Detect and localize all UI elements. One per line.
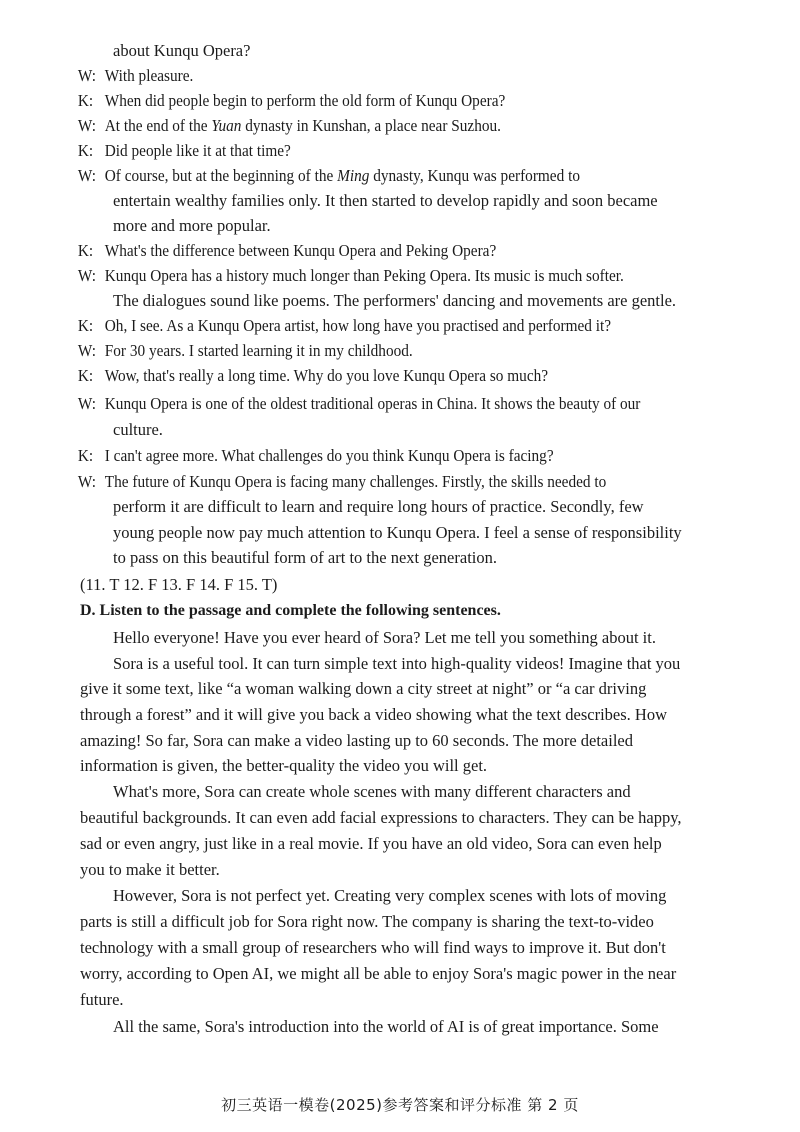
speaker-label: W: [77, 266, 96, 285]
passage-line: However, Sora is not perfect yet. Creating very complex scenes with lots of moving [113, 886, 667, 905]
dialogue-text: Oh, I see. As a Kunqu Opera artist, how long have you practised and performed it? [104, 316, 612, 335]
dialogue-line [113, 523, 682, 543]
dialogue-line [113, 548, 497, 568]
dialogue-text: I can't agree more. What challenges do you think Kunqu Opera is facing? [104, 446, 554, 465]
dialogue-text: perform it are difficult to learn and require long hours of practice. Secondly, few [113, 497, 644, 516]
dialogue-line [113, 291, 676, 311]
speaker-label: K: [77, 366, 94, 385]
dialogue-text: young people now pay much attention to Kunqu Opera. I feel a sense of responsibility [113, 523, 682, 542]
dialogue-text: With pleasure. [104, 66, 194, 85]
passage-line: worry, according to Open AI, we might all be able to enjoy Sora's magic power in the near [80, 964, 677, 983]
speaker-label: K: [77, 141, 94, 160]
dialogue-text: more and more popular. [113, 216, 271, 235]
dialogue-text: When did people begin to perform the old form of Kunqu Opera? [104, 91, 506, 110]
passage-line: Sora is a useful tool. It can turn simple text into high-quality videos! Imagine that you [113, 654, 681, 673]
speaker-label: W: [77, 66, 96, 85]
dialogue-text: What's the difference between Kunqu Opera and Peking Opera? [104, 241, 497, 260]
answer-key: (11. T 12. F 13. F 14. F 15. T) [80, 575, 278, 594]
passage-line: parts is still a difficult job for Sora right now. The company is sharing the text-to-video [80, 912, 654, 931]
dialogue-text: At the end of the Yuan dynasty in Kunshan, a place near Suzhou. [104, 116, 501, 135]
speaker-label: W: [77, 472, 96, 491]
speaker-label: W: [77, 341, 96, 360]
dialogue-text: Wow, that's really a long time. Why do you love Kunqu Opera so much? [104, 366, 549, 385]
dialogue-line [113, 420, 163, 440]
dialogue-text: Of course, but at the beginning of the Ming dynasty, Kunqu was performed to [104, 166, 580, 185]
dialogue-text: Kunqu Opera has a history much longer than Peking Opera. Its music is much softer. [104, 266, 624, 285]
speaker-label: K: [77, 446, 94, 465]
passage-line: technology with a small group of researchers who will find ways to improve it. But don't [80, 938, 666, 957]
dialogue-line [113, 497, 644, 517]
dialogue-text: Did people like it at that time? [104, 141, 291, 160]
section-heading: D. Listen to the passage and complete the following sentences. [80, 602, 501, 619]
dialogue-text: The future of Kunqu Opera is facing many challenges. Firstly, the skills needed to [104, 472, 607, 491]
passage-line: future. [80, 990, 124, 1009]
passage-line: What's more, Sora can create whole scenes with many different characters and [113, 782, 631, 801]
page-footer: 初三英语一模卷(2025)参考答案和评分标准 第 2 页 [221, 1096, 579, 1114]
dialogue-text: about Kunqu Opera? [113, 41, 251, 60]
speaker-label: W: [77, 116, 96, 135]
speaker-label: W: [77, 394, 96, 413]
passage-line: sad or even angry, just like in a real movie. If you have an old video, Sora can even help [80, 834, 662, 853]
passage-line: give it some text, like “a woman walking down a city street at night” or “a car driving [80, 679, 647, 698]
dialogue-text: entertain wealthy families only. It then started to develop rapidly and soon became [113, 191, 658, 210]
speaker-label: K: [77, 316, 94, 335]
passage-line: beautiful backgrounds. It can even add facial expressions to characters. They can be happy, [80, 808, 682, 827]
passage-line: Hello everyone! Have you ever heard of Sora? Let me tell you something about it. [113, 628, 656, 647]
dialogue-line [113, 216, 271, 236]
dialogue-line [113, 41, 250, 61]
speaker-label: K: [77, 241, 94, 260]
dialogue-text: to pass on this beautiful form of art to the next generation. [113, 548, 497, 567]
passage-line: through a forest” and it will give you back a video showing what the text describes. How [80, 705, 667, 724]
dialogue-text: Kunqu Opera is one of the oldest traditional operas in China. It shows the beauty of our [104, 394, 641, 413]
speaker-label: W: [77, 166, 96, 185]
dialogue-text: culture. [113, 420, 163, 439]
dialogue-text: For 30 years. I started learning it in my childhood. [104, 341, 413, 360]
speaker-label: K: [77, 91, 94, 110]
passage-line: All the same, Sora's introduction into the world of AI is of great importance. Some [113, 1017, 659, 1036]
passage-line: information is given, the better-quality the video you will get. [80, 756, 488, 775]
dialogue-text: The dialogues sound like poems. The performers' dancing and movements are gentle. [113, 291, 677, 310]
passage-line: amazing! So far, Sora can make a video lasting up to 60 seconds. The more detailed [80, 731, 633, 750]
dialogue-line [113, 191, 658, 211]
passage-line: you to make it better. [80, 860, 220, 879]
